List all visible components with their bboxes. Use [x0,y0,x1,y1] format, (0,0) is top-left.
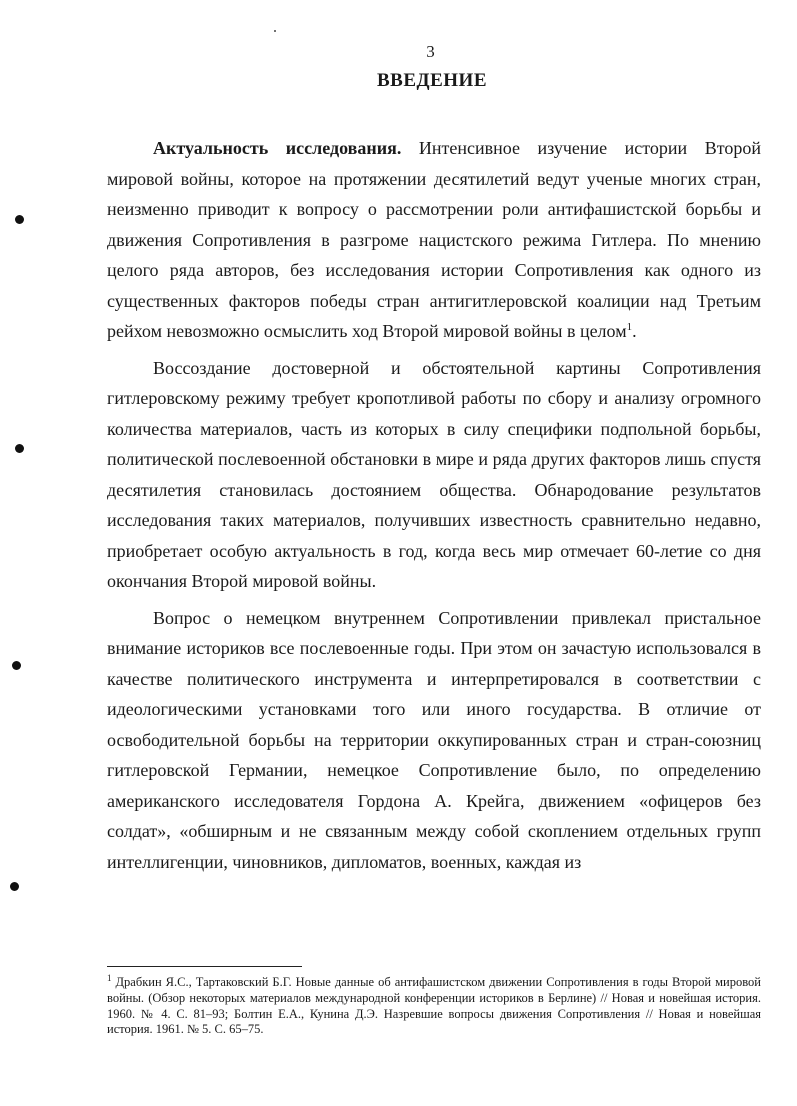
paragraph-lead: Актуальность исследования. [153,138,402,158]
footnote-divider [107,966,302,967]
page-title: ВВЕДЕНИЕ [377,70,487,91]
binding-hole-1 [15,215,24,224]
paragraph-1 [107,133,761,347]
binding-hole-3 [12,661,21,670]
paragraph-2: Воссоздание достоверной и обстоятельной картины Сопротивления гитлеровскому режиму требует кропотливой работы по сбору и анализу огромного количества материалов, часть из которых в силу специфики подпольной борьбы, политической послевоенной обстановки в мире и ряда других факторов лишь спустя десятилетия становилась достоянием общества. Обнародование результатов исследования таких материалов, получивших известность сравнительно недавно, приобретает особую актуальность в год, когда весь мир отмечает 60-летие со дня окончания Второй мировой войны. [107,357,761,591]
footnote [107,972,761,1038]
paragraph-tail: . [632,321,637,341]
footnote-reference[interactable]: 1 [626,321,633,333]
paragraph-text: Интенсивное изучение истории Второй мировой войны, которое на протяжении десятилетий ведут ученые многих стран, неизменно приводит к вопросу о рассмотрении роли антифашистской борьбы и движения Сопротивления в разгроме нацистского режима Гитлера. По мнению целого ряда авторов, без исследования истории Сопротивления как одного из существенных факторов победы стран антигитлеровской коалиции над Третьим рейхом невозможно осмыслить ход Второй мировой войны в целом [107,138,761,341]
binding-hole-2 [15,444,24,453]
footnote-text: Драбкин Я.С., Тартаковский Б.Г. Новые данные об антифашистском движении Сопротивления в годы Второй мировой войны. (Обзор некоторых материалов международной конференции историков в Берлине) // Новая и новейшая история. 1960. № 4. С. 81–93; Болтин Е.А., Кунина Д.Э. Назревшие вопросы движения Сопротивления // Новая и новейшая история. 1961. № 5. С. 65–75. [107,975,761,1037]
body-text [107,133,761,883]
paragraph-3: Вопрос о немецком внутреннем Сопротивлении привлекал пристальное внимание историков все послевоенные годы. При этом он зачастую использовался в качестве политического инструмента и интерпретировался в соответствии с идеологическими установками того или иного государства. В отличие от освободительной борьбы на территории оккупированных стран и стран-союзниц гитлеровской Германии, немецкое Сопротивление было, по определению американского исследователя Гордона А. Крейга, движением «офицеров без солдат», «обширным и не связанным между собой скоплением отдельных групп интеллигенции, чиновников, дипломатов, военных, каждая из [107,607,761,872]
page-number: 3 [426,42,435,61]
footnote-number: 1 [107,972,112,983]
binding-hole-4 [10,882,19,891]
scan-speck [274,30,276,32]
